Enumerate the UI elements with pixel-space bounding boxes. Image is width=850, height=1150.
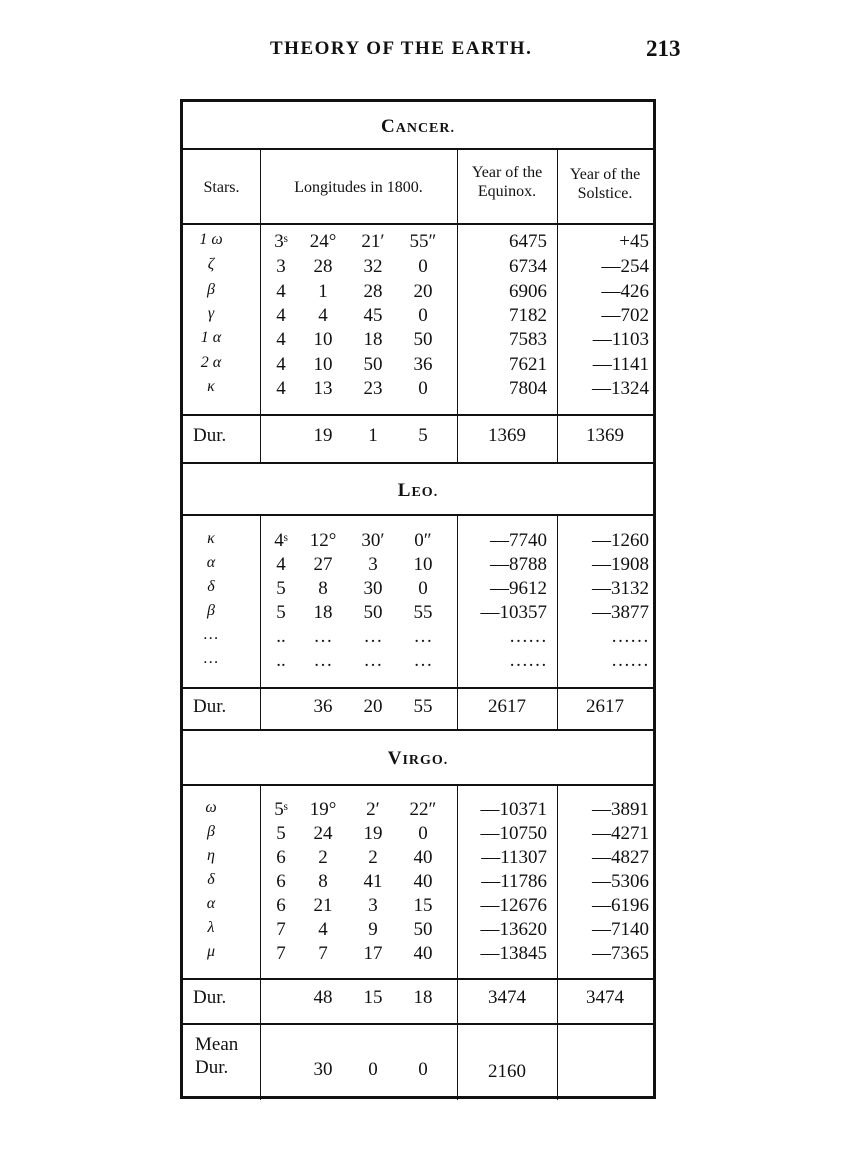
longitude-degrees: 24° xyxy=(309,231,337,252)
longitude-degrees: 21 xyxy=(313,895,333,916)
equinox-year: 1369 xyxy=(488,425,526,446)
star-name: β xyxy=(207,602,215,619)
star-name: δ xyxy=(207,871,215,888)
title-initial: V xyxy=(387,748,403,769)
column-rule xyxy=(457,148,458,462)
longitude-sign: 3ˢ xyxy=(274,231,288,252)
solstice-year: …… xyxy=(611,650,649,671)
equinox-year: —12676 xyxy=(480,895,547,916)
longitude-degrees: 28 xyxy=(313,256,333,277)
solstice-year: —1141 xyxy=(592,354,649,375)
longitude-minutes: 50 xyxy=(363,354,383,375)
longitude-seconds: 0″ xyxy=(414,530,432,551)
star-name: β xyxy=(207,281,215,298)
longitude-minutes: 9 xyxy=(368,919,378,940)
solstice-year: —3891 xyxy=(592,799,649,820)
longitude-sign: 4 xyxy=(276,378,286,399)
star-name: ω xyxy=(205,799,217,816)
longitude-minutes: 50 xyxy=(363,602,383,623)
longitude-degrees: 4 xyxy=(318,919,328,940)
solstice-year: —1324 xyxy=(592,378,649,399)
longitude-minutes: 20 xyxy=(363,696,383,717)
dur-label: Dur. xyxy=(193,425,227,446)
longitude-minutes: 30 xyxy=(363,578,383,599)
longitude-degrees: 8 xyxy=(318,871,328,892)
longitude-degrees: … xyxy=(313,626,333,647)
equinox-year: —13620 xyxy=(480,919,547,940)
star-name: 1 α xyxy=(200,329,222,346)
equinox-year: —10357 xyxy=(480,602,547,623)
equinox-year: …… xyxy=(509,650,547,671)
longitude-sign: .. xyxy=(276,650,286,671)
star-name: κ xyxy=(207,530,215,547)
longitude-degrees: 7 xyxy=(318,943,328,964)
longitude-degrees: 24 xyxy=(313,823,333,844)
row-rule xyxy=(183,223,653,225)
solstice-year: —7365 xyxy=(592,943,649,964)
longitude-sign: 5 xyxy=(276,602,286,623)
column-header-longitudes: Longitudes in 1800. xyxy=(294,179,423,196)
mean-label-1: Mean xyxy=(195,1034,239,1055)
longitude-seconds: 55″ xyxy=(409,231,437,252)
row-rule xyxy=(183,1023,653,1025)
solstice-year: —1260 xyxy=(592,530,649,551)
star-name: α xyxy=(206,895,216,912)
equinox-year: —9612 xyxy=(490,578,547,599)
longitude-seconds: 15 xyxy=(413,895,433,916)
solstice-year: —254 xyxy=(601,256,649,277)
longitude-seconds: 50 xyxy=(413,329,433,350)
longitude-sign: 4ˢ xyxy=(274,530,288,551)
longitude-minutes: 41 xyxy=(363,871,383,892)
mean-label-2: Dur. xyxy=(195,1057,229,1078)
longitude-sign: 6 xyxy=(276,847,286,868)
section-title-virgo xyxy=(183,748,653,770)
solstice-year: —5306 xyxy=(592,871,649,892)
longitude-minutes: 28 xyxy=(363,281,383,302)
longitude-seconds: 0 xyxy=(418,823,428,844)
column-header-solstice-2: Solstice. xyxy=(577,185,633,202)
column-rule xyxy=(260,784,261,1100)
column-rule xyxy=(457,514,458,729)
star-name: … xyxy=(203,650,219,667)
longitude-minutes: 30′ xyxy=(361,530,385,551)
equinox-year: 6475 xyxy=(509,231,547,252)
longitude-sign: 5ˢ xyxy=(274,799,288,820)
longitude-minutes: … xyxy=(363,650,383,671)
longitude-degrees: 13 xyxy=(313,378,333,399)
solstice-year: —6196 xyxy=(592,895,649,916)
equinox-year: —10371 xyxy=(480,799,547,820)
longitude-seconds: 18 xyxy=(413,987,433,1008)
longitude-seconds: 40 xyxy=(413,871,433,892)
longitude-degrees: 19 xyxy=(313,425,333,446)
longitude-sign: .. xyxy=(276,626,286,647)
equinox-year: …… xyxy=(509,626,547,647)
section-title-leo xyxy=(183,480,653,502)
dur-label: Dur. xyxy=(193,696,227,717)
row-rule xyxy=(183,414,653,416)
row-rule xyxy=(183,687,653,689)
longitude-sign: 4 xyxy=(276,281,286,302)
star-name: γ xyxy=(207,305,215,322)
longitude-seconds: 55 xyxy=(413,696,433,717)
row-rule xyxy=(183,514,653,516)
column-rule xyxy=(457,784,458,1100)
section-title-cancer xyxy=(183,116,653,138)
longitude-seconds: 5 xyxy=(418,425,428,446)
equinox-year: —11307 xyxy=(481,847,547,868)
solstice-year: +45 xyxy=(619,231,649,252)
solstice-year: 3474 xyxy=(586,987,624,1008)
longitude-degrees: 10 xyxy=(313,354,333,375)
column-header-equinox-1: Year of the xyxy=(471,164,543,181)
solstice-year: —7140 xyxy=(592,919,649,940)
longitude-minutes: 3 xyxy=(368,895,378,916)
longitude-minutes: 3 xyxy=(368,554,378,575)
longitude-seconds: 0 xyxy=(418,578,428,599)
longitude-sign: 3 xyxy=(276,256,286,277)
column-rule xyxy=(260,148,261,462)
longitude-minutes: 2′ xyxy=(366,799,380,820)
longitude-degrees: 2 xyxy=(318,847,328,868)
solstice-year: …… xyxy=(611,626,649,647)
longitude-minutes: 23 xyxy=(363,378,383,399)
solstice-year: —3132 xyxy=(592,578,649,599)
page-number: 213 xyxy=(646,36,681,61)
longitude-sign: 5 xyxy=(276,578,286,599)
longitude-seconds: 0 xyxy=(418,378,428,399)
section-rule xyxy=(183,729,653,731)
longitude-seconds: … xyxy=(413,650,433,671)
longitude-minutes: 2 xyxy=(368,847,378,868)
longitude-seconds: 40 xyxy=(413,943,433,964)
star-name: β xyxy=(207,823,215,840)
star-name: ζ xyxy=(207,256,215,273)
longitude-seconds: 36 xyxy=(413,354,433,375)
longitude-degrees: 18 xyxy=(313,602,333,623)
solstice-year: —426 xyxy=(601,281,649,302)
longitude-sign: 7 xyxy=(276,919,286,940)
longitude-seconds: 50 xyxy=(413,919,433,940)
longitude-minutes: 19 xyxy=(363,823,383,844)
longitude-sign: 4 xyxy=(276,305,286,326)
equinox-year: 2160 xyxy=(488,1061,526,1082)
column-rule xyxy=(557,148,558,462)
longitude-minutes: 45 xyxy=(363,305,383,326)
longitude-degrees: 19° xyxy=(309,799,337,820)
longitude-degrees: 27 xyxy=(313,554,333,575)
star-name: α xyxy=(206,554,216,571)
row-rule xyxy=(183,978,653,980)
title-rest: IRGO. xyxy=(402,753,449,768)
star-name: … xyxy=(203,626,219,643)
longitude-sign: 4 xyxy=(276,329,286,350)
solstice-year: —702 xyxy=(601,305,649,326)
equinox-year: —10750 xyxy=(480,823,547,844)
solstice-year: 2617 xyxy=(586,696,624,717)
longitude-seconds: 10 xyxy=(413,554,433,575)
row-rule xyxy=(183,784,653,786)
equinox-year: 7621 xyxy=(509,354,547,375)
longitude-seconds: 40 xyxy=(413,847,433,868)
star-name: 2 α xyxy=(200,354,222,371)
longitude-degrees: 4 xyxy=(318,305,328,326)
longitude-minutes: … xyxy=(363,626,383,647)
solstice-year: 1369 xyxy=(586,425,624,446)
equinox-year: 6906 xyxy=(509,281,547,302)
solstice-year: —4827 xyxy=(592,847,649,868)
title-initial: C xyxy=(380,116,396,137)
section-rule xyxy=(183,462,653,464)
longitude-degrees: 36 xyxy=(313,696,333,717)
longitude-minutes: 17 xyxy=(363,943,383,964)
longitude-degrees: 48 xyxy=(313,987,333,1008)
column-rule xyxy=(557,784,558,1100)
title-rest: ANCER. xyxy=(395,121,455,136)
equinox-year: 6734 xyxy=(509,256,547,277)
title-rest: EO. xyxy=(411,485,439,500)
longitude-degrees: 12° xyxy=(309,530,337,551)
longitude-degrees: 10 xyxy=(313,329,333,350)
star-name: 1 ω xyxy=(199,231,223,248)
longitude-minutes: 21′ xyxy=(361,231,385,252)
longitude-sign: 7 xyxy=(276,943,286,964)
longitude-minutes: 32 xyxy=(363,256,383,277)
longitude-sign: 4 xyxy=(276,554,286,575)
longitude-sign: 5 xyxy=(276,823,286,844)
star-name: η xyxy=(207,847,215,864)
longitude-minutes: 18 xyxy=(363,329,383,350)
title-initial: L xyxy=(397,480,412,501)
longitude-sign: 6 xyxy=(276,871,286,892)
longitude-seconds: 20 xyxy=(413,281,433,302)
equinox-year: —8788 xyxy=(490,554,547,575)
longitude-minutes: 0 xyxy=(368,1059,378,1080)
star-name: μ xyxy=(206,943,216,960)
longitude-seconds: 55 xyxy=(413,602,433,623)
column-header-solstice-1: Year of the xyxy=(569,166,641,183)
equinox-year: —13845 xyxy=(480,943,547,964)
equinox-year: 7804 xyxy=(509,378,547,399)
star-table xyxy=(180,99,656,1099)
column-header-stars: Stars. xyxy=(203,179,240,196)
longitude-seconds: 22″ xyxy=(409,799,437,820)
column-rule xyxy=(557,514,558,729)
dur-label: Dur. xyxy=(193,987,227,1008)
solstice-year: —1908 xyxy=(592,554,649,575)
equinox-year: —11786 xyxy=(481,871,547,892)
equinox-year: 7583 xyxy=(509,329,547,350)
star-name: λ xyxy=(207,919,215,936)
star-name: κ xyxy=(207,378,215,395)
longitude-seconds: 0 xyxy=(418,305,428,326)
longitude-sign: 4 xyxy=(276,354,286,375)
longitude-degrees: … xyxy=(313,650,333,671)
equinox-year: —7740 xyxy=(490,530,547,551)
equinox-year: 2617 xyxy=(488,696,526,717)
longitude-minutes: 1 xyxy=(368,425,378,446)
longitude-minutes: 15 xyxy=(363,987,383,1008)
longitude-degrees: 8 xyxy=(318,578,328,599)
longitude-seconds: 0 xyxy=(418,256,428,277)
column-rule xyxy=(260,514,261,729)
solstice-year: —4271 xyxy=(592,823,649,844)
running-title: THEORY OF THE EARTH. xyxy=(270,38,533,59)
section-rule xyxy=(183,148,653,150)
star-name: δ xyxy=(207,578,215,595)
solstice-year: —3877 xyxy=(592,602,649,623)
longitude-seconds: 0 xyxy=(418,1059,428,1080)
longitude-degrees: 1 xyxy=(318,281,328,302)
column-header-equinox-2: Equinox. xyxy=(477,183,537,200)
longitude-sign: 6 xyxy=(276,895,286,916)
solstice-year: —1103 xyxy=(592,329,649,350)
equinox-year: 7182 xyxy=(509,305,547,326)
longitude-seconds: … xyxy=(413,626,433,647)
longitude-degrees: 30 xyxy=(313,1059,333,1080)
equinox-year: 3474 xyxy=(488,987,526,1008)
